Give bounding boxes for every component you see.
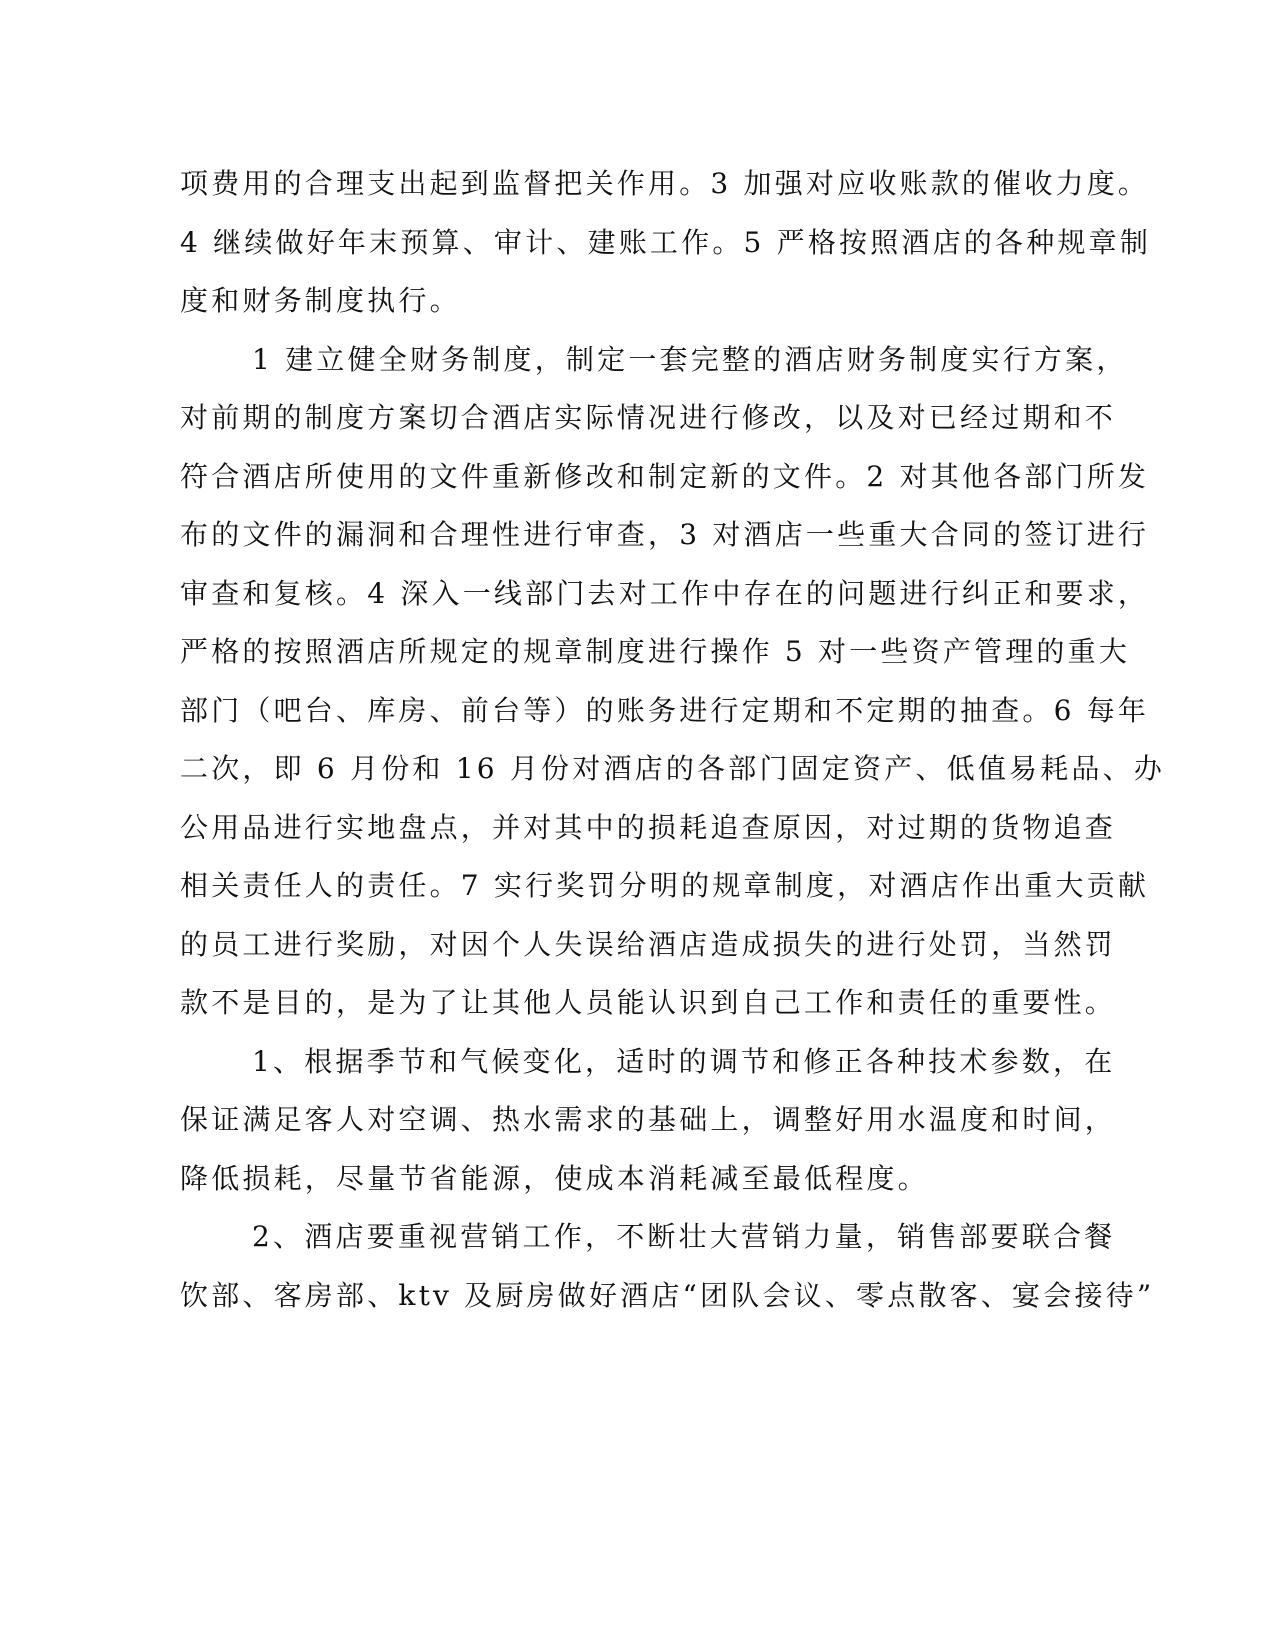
document-body bbox=[180, 155, 1166, 1325]
paragraph-1 bbox=[180, 155, 1152, 331]
text-line: 款不是目的，是为了让其他人员能认识到自己工作和责任的重要性。 bbox=[180, 986, 1117, 1019]
text-line: 相关责任人的责任。7 实行奖罚分明的规章制度，对酒店作出重大贡献 bbox=[180, 869, 1150, 902]
paragraph-2 bbox=[180, 331, 1166, 1033]
text-line: 的员工进行奖励，对因个人失误给酒店造成损失的进行处罚，当然罚 bbox=[180, 927, 1117, 961]
paragraph-3 bbox=[180, 1033, 1117, 1209]
text-line: 对前期的制度方案切合酒店实际情况进行修改，以及对已经过期和不 bbox=[180, 401, 1117, 434]
text-line: 饮部、客房部、ktv 及厨房做好酒店“团队会议、零点散客、宴会接待” bbox=[180, 1278, 1155, 1312]
text-line: 公用品进行实地盘点，并对其中的损耗追查原因，对过期的货物追查 bbox=[180, 810, 1117, 844]
text-line: 严格的按照酒店所规定的规章制度进行操作 5 对一些资产管理的重大 bbox=[180, 635, 1131, 668]
paragraph-4 bbox=[180, 1208, 1155, 1325]
text-line: 4 继续做好年末预算、审计、建账工作。5 严格按照酒店的各种规章制 bbox=[180, 225, 1152, 259]
text-line: 部门（吧台、库房、前台等）的账务进行定期和不定期的抽查。6 每年 bbox=[180, 693, 1150, 727]
text-line: 符合酒店所使用的文件重新修改和制定新的文件。2 对其他各部门所发 bbox=[180, 459, 1150, 493]
text-line: 二次，即 6 月份和 16 月份对酒店的各部门固定资产、低值易耗品、办 bbox=[180, 752, 1166, 785]
text-line: 保证满足客人对空调、热水需求的基础上，调整好用水温度和时间， bbox=[180, 1103, 1117, 1136]
text-line: 1、根据季节和气候变化，适时的调节和修正各种技术参数，在 bbox=[252, 1044, 1116, 1078]
text-line: 降低损耗，尽量节省能源，使成本消耗减至最低程度。 bbox=[180, 1161, 929, 1195]
text-line: 审查和复核。4 深入一线部门去对工作中存在的问题进行纠正和要求， bbox=[180, 576, 1150, 610]
text-line: 2、酒店要重视营销工作，不断壮大营销力量，销售部要联合餐 bbox=[252, 1220, 1116, 1253]
text-line: 度和财务制度执行。 bbox=[180, 284, 461, 317]
text-line: 项费用的合理支出起到监督把关作用。3 加强对应收账款的催收力度。 bbox=[180, 167, 1150, 200]
text-line: 1 建立健全财务制度，制定一套完整的酒店财务制度实行方案， bbox=[252, 342, 1128, 376]
text-line: 布的文件的漏洞和合理性进行审查，3 对酒店一些重大合同的签订进行 bbox=[180, 518, 1150, 551]
